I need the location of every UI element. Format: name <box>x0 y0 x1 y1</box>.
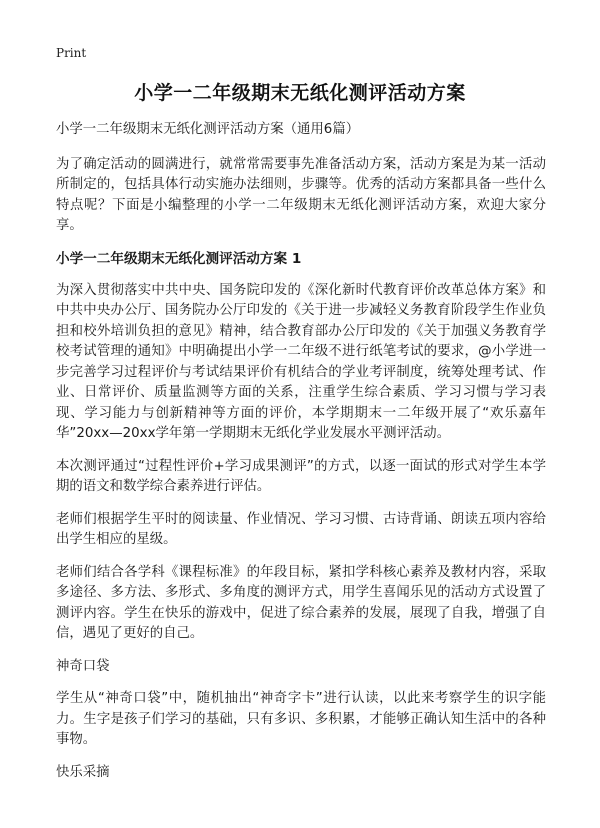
paragraph-2: 本次测评通过“过程性评价+学习成果测评”的方式，以逐一面试的形式对学生本学期的语文和数学综合素养进行评估。 <box>56 458 546 494</box>
section-label-magic-bag: 神奇口袋 <box>56 658 110 674</box>
print-link[interactable]: Print <box>56 46 87 60</box>
article-body <box>56 120 546 795</box>
paragraph-3: 老师们根据学生平时的阅读量、作业情况、学习习惯、古诗背诵、朗读五项内容给出学生相应的星级。 <box>56 511 546 547</box>
paragraph-5: 学生从“神奇口袋”中，随机抽出“神奇字卡”进行认读，以此来考察学生的识字能力。生字是孩子们学习的基础，只有多识、多积累，才能够正确认知生活中的各种事物。 <box>56 691 546 747</box>
paragraph-1: 为深入贯彻落实中共中央、国务院印发的《深化新时代教育评价改革总体方案》和中共中央办公厅、国务院办公厅印发的《关于进一步减轻义务教育阶段学生作业负担和校外培训负担的意见》精神，结合教育部办公厅印发的《关于加强义务教育学校考试管理的通知》中明确提出小学一二年级不进行纸笔考试的要求，@小学进一步完善学习过程评价与考试结果评价有机结合的学业考评制度，统筹处理考试、作业、日常评价、质量监测等方面的关系，注重学生综合素质、学习习惯与学习表现、学习能力与创新精神等方面的评价，本学期期末一二年级开展了“欢乐嘉年华”20xx—20xx学年第一学期期末无纸化学业发展水平测评活动。 <box>56 282 546 441</box>
section-heading-1: 小学一二年级期末无纸化测评活动方案 1 <box>56 250 302 267</box>
article-subtitle: 小学一二年级期末无纸化测评活动方案（通用6篇） <box>56 122 360 137</box>
intro-paragraph: 为了确定活动的圆满进行，就常常需要事先准备活动方案，活动方案是为某一活动所制定的，包括具体行动实施办法细则，步骤等。优秀的活动方案都具备一些什么特点呢？下面是小编整理的小学一二年级期末无纸化测评活动方案，欢迎大家分享。 <box>56 156 546 233</box>
paragraph-4: 老师们结合各学科《课程标准》的年段目标，紧扣学科核心素养及教材内容，采取多途径、多方法、多形式、多角度的测评方式，用学生喜闻乐见的活动方式设置了测评内容。学生在快乐的游戏中，促进了综合素养的发展，展现了自我，增强了自信，遇见了更好的自己。 <box>56 564 546 641</box>
page-title: 小学一二年级期末无纸化测评活动方案 <box>134 82 466 104</box>
section-label-happy-picking: 快乐采摘 <box>56 764 110 780</box>
